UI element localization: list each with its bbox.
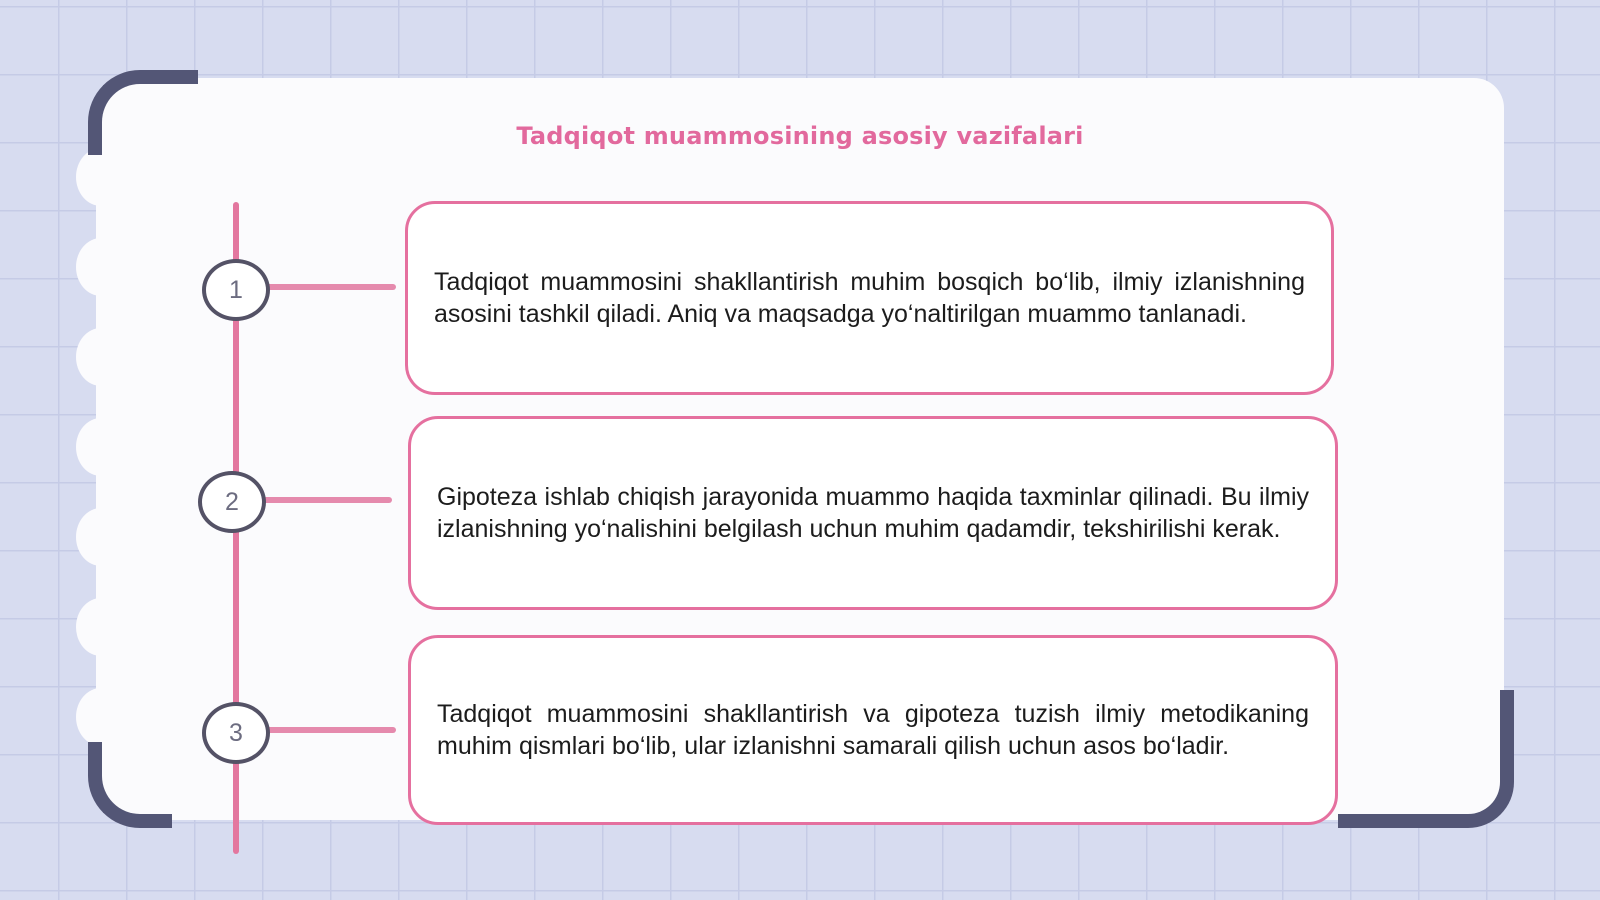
notebook-scallop — [76, 688, 126, 746]
corner-bracket-top-left — [88, 70, 198, 155]
corner-bracket-bottom-right — [1338, 690, 1514, 828]
step-text-1: Tadqiqot muammosini shakllantirish muhim bosqich bo‘lib, ilmiy izlanishning asosini tashkil qiladi. Aniq va maqsadga yo‘naltirilgan muammo tanlanadi. — [434, 268, 1305, 328]
step-number-3: 3 — [202, 702, 270, 764]
notebook-scallop — [76, 598, 126, 656]
step-box-2 — [408, 416, 1338, 610]
notebook-scallop — [76, 238, 126, 296]
step-number-1: 1 — [202, 259, 270, 321]
slide-title: Tadqiqot muammosining asosiy vazifalari — [516, 122, 1084, 150]
notebook-scallop — [76, 328, 126, 386]
connector-line-3 — [266, 727, 396, 733]
connector-line-1 — [266, 284, 396, 290]
notebook-scallop — [76, 508, 126, 566]
notebook-scallop — [76, 148, 126, 206]
step-number-2: 2 — [198, 471, 266, 533]
corner-bracket-bottom-left — [88, 742, 172, 828]
step-text-3: Tadqiqot muammosini shakllantirish va gipoteza tuzish ilmiy metodikaning muhim qismlari bo‘lib, ular izlanishni samarali qilish uchun asos bo‘ladir. — [437, 700, 1309, 760]
step-text-2: Gipoteza ishlab chiqish jarayonida muammo haqida taxminlar qilinadi. Bu ilmiy izlanishning yo‘nalishini belgilash uchun muhim qadamdir, tekshirilishi kerak. — [437, 483, 1309, 543]
step-box-3 — [408, 635, 1338, 825]
notebook-scallop — [76, 418, 126, 476]
step-box-1 — [405, 201, 1334, 395]
connector-line-2 — [262, 497, 392, 503]
